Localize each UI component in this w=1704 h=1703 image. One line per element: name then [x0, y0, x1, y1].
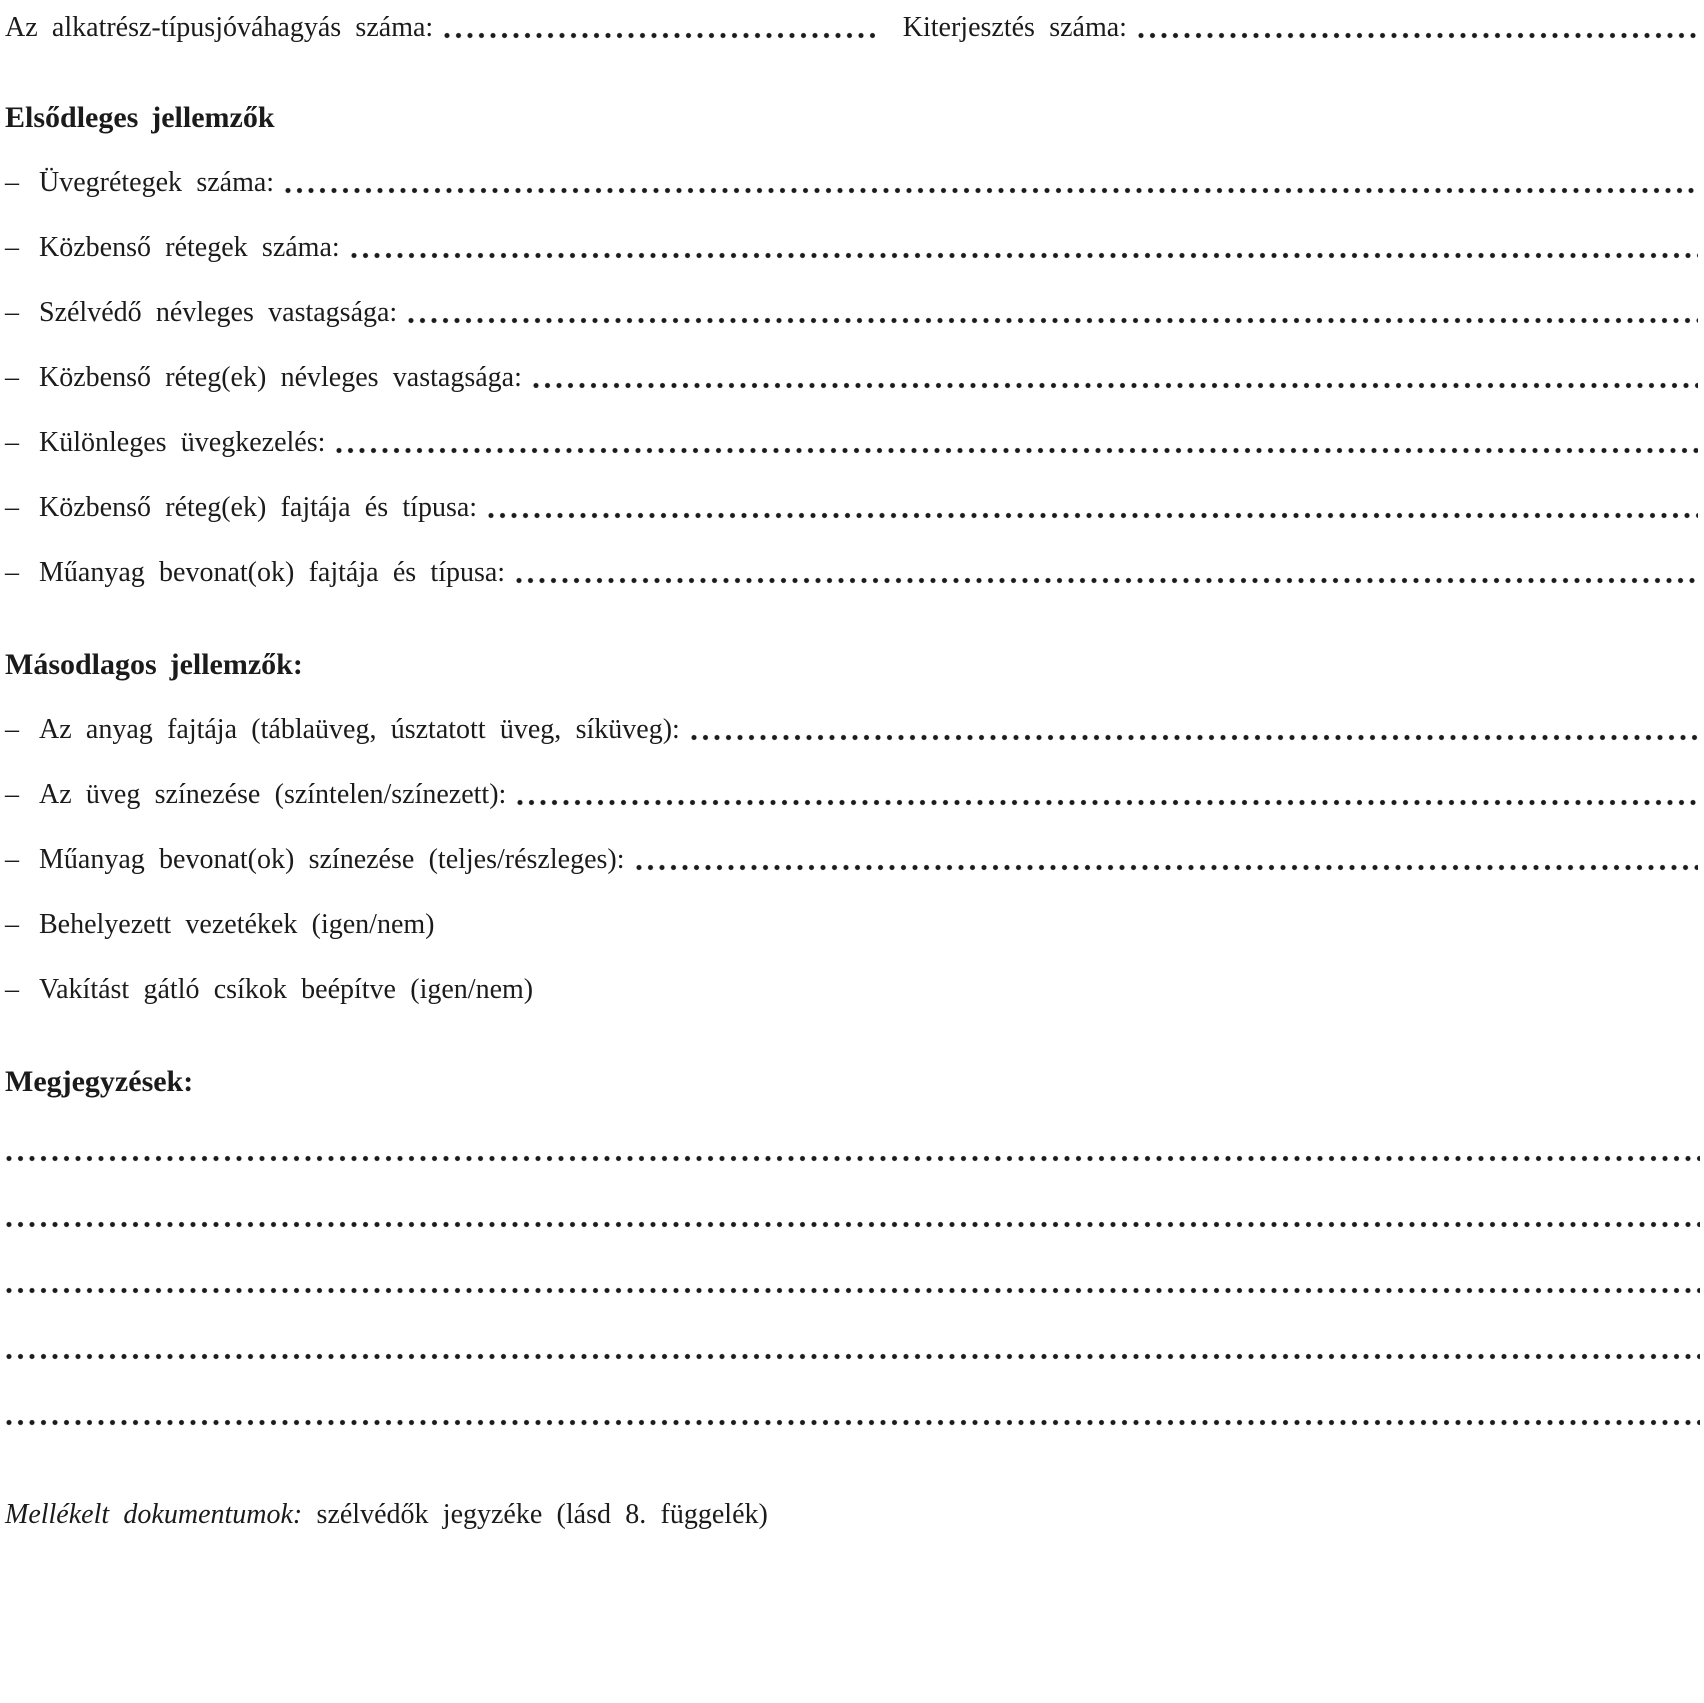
list-dash-marker: – — [5, 974, 19, 1005]
extension-number-label: Kiterjesztés száma: — [902, 12, 1127, 43]
item-label: Szélvédő névleges vastagsága: — [39, 297, 398, 328]
list-dash-marker: – — [5, 909, 19, 940]
dotted-blank — [690, 733, 1698, 742]
dotted-blank — [487, 511, 1698, 520]
item-row-conductors-incorporated — [5, 905, 1700, 945]
item-label: Műanyag bevonat(ok) színezése (teljes/részleges): — [39, 844, 625, 875]
item-label: Az üveg színezése (színtelen/színezett): — [39, 779, 507, 810]
list-dash-marker: – — [5, 844, 19, 875]
dotted-blank — [335, 446, 1698, 455]
list-dash-marker: – — [5, 297, 19, 328]
item-label: Különleges üvegkezelés: — [39, 427, 326, 458]
item-label: Az anyag fajtája (táblaüveg, úsztatott üveg, síküveg): — [39, 714, 680, 745]
item-label: Vakítást gátló csíkok beépítve (igen/nem) — [39, 974, 534, 1005]
item-row-interlayers-count — [5, 228, 1700, 268]
list-dash-marker: – — [5, 427, 19, 458]
secondary-characteristics-heading: Másodlagos jellemzők: — [5, 648, 303, 681]
list-dash-marker: – — [5, 492, 19, 523]
item-label: Műanyag bevonat(ok) fajtája és típusa: — [39, 557, 506, 588]
remarks-dotted-blank-line — [5, 1418, 1700, 1427]
remarks-heading: Megjegyzések: — [5, 1065, 194, 1098]
extension-number-dotted-blank — [1137, 31, 1698, 40]
item-label: Közbenső réteg(ek) névleges vastagsága: — [39, 362, 522, 393]
list-dash-marker: – — [5, 557, 19, 588]
dotted-blank — [350, 251, 1698, 260]
dotted-blank — [284, 186, 1698, 195]
primary-characteristics-heading: Elsődleges jellemzők — [5, 101, 275, 134]
item-row-interlayer-thickness — [5, 358, 1700, 398]
dotted-blank — [407, 316, 1698, 325]
item-label: Közbenső rétegek száma: — [39, 232, 340, 263]
dotted-blank — [635, 863, 1699, 872]
item-row-antiglare-bands — [5, 970, 1700, 1010]
remarks-dotted-blank-line — [5, 1154, 1700, 1163]
item-row-windscreen-thickness — [5, 293, 1700, 333]
item-label: Közbenső réteg(ek) fajtája és típusa: — [39, 492, 478, 523]
attached-documents-label: Mellékelt dokumentumok: — [5, 1499, 303, 1530]
approval-number-line — [5, 8, 1700, 48]
item-label: Üvegrétegek száma: — [39, 167, 275, 198]
component-approval-number-dotted-blank — [443, 31, 875, 40]
item-row-material-nature — [5, 710, 1700, 750]
list-dash-marker: – — [5, 362, 19, 393]
list-dash-marker: – — [5, 779, 19, 810]
item-row-coating-colouring — [5, 840, 1700, 880]
component-approval-number-label: Az alkatrész-típusjóváhagyás száma: — [5, 12, 434, 43]
list-dash-marker: – — [5, 714, 19, 745]
dotted-blank — [532, 381, 1698, 390]
list-dash-marker: – — [5, 232, 19, 263]
dotted-blank — [516, 798, 1698, 807]
remarks-dotted-blank-line — [5, 1286, 1700, 1295]
item-row-special-glass-treatment — [5, 423, 1700, 463]
attached-documents-text: szélvédők jegyzéke (lásd 8. függelék) — [316, 1499, 768, 1530]
item-row-plastic-coating-type — [5, 553, 1700, 593]
remarks-dotted-blank-line — [5, 1352, 1700, 1361]
list-dash-marker: – — [5, 167, 19, 198]
item-row-glass-layers — [5, 163, 1700, 203]
remarks-dotted-blank-line — [5, 1220, 1700, 1229]
item-row-interlayer-type — [5, 488, 1700, 528]
dotted-blank — [515, 576, 1698, 585]
item-label: Behelyezett vezetékek (igen/nem) — [39, 909, 435, 940]
attached-documents-line — [5, 1495, 1700, 1535]
item-row-glass-colouring — [5, 775, 1700, 815]
